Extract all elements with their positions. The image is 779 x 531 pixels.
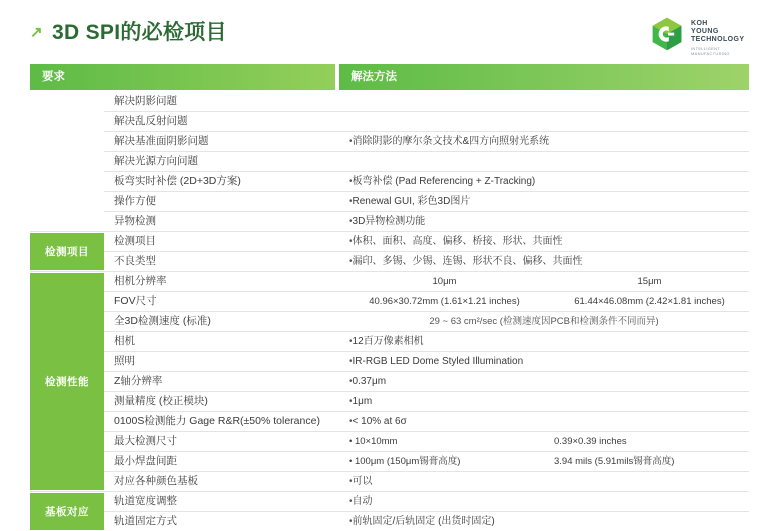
solution-cell — [339, 92, 749, 111]
table-row — [104, 252, 749, 271]
requirement-cell: 异物检测 — [114, 215, 156, 227]
table-row — [104, 452, 749, 472]
table-row — [104, 392, 749, 412]
content-table — [30, 92, 749, 531]
table-row — [104, 132, 749, 152]
solution-cell: • 可以 — [339, 472, 749, 491]
solution-cell — [339, 432, 749, 451]
column-headers — [30, 64, 749, 90]
page-title: 3D SPI的必检项目 — [52, 21, 227, 44]
table-row — [104, 312, 749, 332]
value-cell-15um: 15μm — [637, 276, 662, 287]
requirement-cell: 测量精度 (校正模块) — [114, 395, 208, 407]
table-row — [104, 492, 749, 512]
table-row — [104, 352, 749, 372]
solution-cell — [339, 272, 749, 291]
solution-cell: • 消除阴影的摩尔条文技术&四方向照射光系统 — [339, 132, 749, 151]
table-row — [104, 332, 749, 352]
table-row — [104, 512, 749, 531]
solution-cell — [339, 112, 749, 131]
table-row — [104, 432, 749, 452]
section-rows-general — [104, 92, 749, 231]
table-row — [104, 112, 749, 132]
section-general — [30, 92, 749, 232]
value-cell-fov-15um: 61.44×46.08mm (2.42×1.81 inches) — [574, 296, 725, 307]
table-row — [104, 152, 749, 172]
requirement-cell: 解决乱反射问题 — [114, 115, 188, 127]
requirement-cell: 对应各种颜色基板 — [114, 475, 198, 487]
column-header-solutions: 解法方法 — [339, 64, 749, 90]
slide-header — [30, 14, 759, 58]
arrow-up-right-icon: ↗ — [30, 24, 43, 41]
section-board-handling — [30, 492, 749, 531]
section-rows-inspection-items — [104, 232, 749, 271]
requirement-cell: 0100S检测能力 Gage R&R(±50% tolerance) — [114, 415, 320, 427]
section-inspection-performance — [30, 272, 749, 492]
solution-cell: • 1μm — [339, 392, 749, 411]
section-label-board-handling: 基板对应 — [30, 493, 104, 530]
requirement-cell: 最大检测尺寸 — [114, 435, 177, 447]
value-cell-fov-10um: 40.96×30.72mm (1.61×1.21 inches) — [369, 296, 520, 307]
requirement-cell: 解决基准面阴影问题 — [114, 135, 209, 147]
solution-cell — [339, 152, 749, 171]
requirement-cell: 照明 — [114, 355, 135, 367]
solution-cell: • < 10% at 6σ — [339, 412, 749, 431]
solution-cell: • 漏印、多锡、少锡、连锡、形状不良、偏移、共面性 — [339, 252, 749, 271]
logo-subtitle: INTELLIGENT MANUFACTURING — [691, 46, 730, 56]
requirement-cell: 检测项目 — [114, 235, 156, 247]
solution-cell: • 12百万像素相机 — [339, 332, 749, 351]
solution-cell: • 0.37μm — [339, 372, 749, 391]
table-row — [104, 292, 749, 312]
section-rows-board-handling — [104, 492, 749, 531]
value-cell-speed: 29 ~ 63 cm²/sec (检测速度因PCB和检测条件不同而异) — [429, 316, 659, 327]
table-row — [104, 172, 749, 192]
solution-cell — [339, 292, 749, 311]
logo-text — [691, 20, 744, 44]
solution-cell: • 体积、面积、高度、偏移、桥接、形状、共面性 — [339, 232, 749, 251]
requirement-cell: 相机 — [114, 335, 135, 347]
value-cell-max-size-inch: 0.39×0.39 inches — [554, 436, 627, 447]
solution-cell — [339, 452, 749, 471]
logo-mark-icon — [649, 16, 685, 52]
table-row — [104, 412, 749, 432]
requirement-cell: 轨道固定方式 — [114, 515, 177, 527]
section-rows-inspection-performance — [104, 272, 749, 491]
solution-cell: • 板弯补偿 (Pad Referencing + Z-Tracking) — [339, 172, 749, 191]
solution-cell: • Renewal GUI, 彩色3D图片 — [339, 192, 749, 211]
logo-line3: TECHNOLOGY — [691, 36, 745, 43]
table-row — [104, 372, 749, 392]
requirement-cell: 解决光源方向问题 — [114, 155, 198, 167]
requirement-cell: FOV尺寸 — [114, 295, 157, 307]
requirement-cell: 最小焊盘间距 — [114, 455, 177, 467]
table-row — [104, 212, 749, 231]
requirement-cell: 轨道宽度调整 — [114, 495, 177, 507]
value-cell-min-pitch-um: • 100μm (150μm锡膏高度) — [349, 456, 461, 467]
section-label-inspection-items: 检测项目 — [30, 233, 104, 270]
table-row — [104, 232, 749, 252]
table-row — [104, 272, 749, 292]
table-row — [104, 92, 749, 112]
table-row — [104, 472, 749, 491]
requirement-cell: 解决阴影问题 — [114, 95, 177, 107]
value-cell-max-size-mm: • 10×10mm — [349, 436, 398, 447]
requirement-cell: Z轴分辨率 — [114, 375, 163, 387]
table-row — [104, 192, 749, 212]
requirement-cell: 相机分辨率 — [114, 275, 167, 287]
value-cell-10um: 10μm — [432, 276, 457, 287]
requirement-cell: 全3D检测速度 (标准) — [114, 315, 211, 327]
solution-cell: • 3D异物检测功能 — [339, 212, 749, 231]
solution-cell: • 前轨固定/后轨固定 (出货时固定) — [339, 512, 749, 531]
logo-line2: YOUNG — [691, 28, 719, 35]
solution-cell: • 自动 — [339, 492, 749, 511]
section-label-blank — [30, 93, 104, 230]
requirement-cell: 不良类型 — [114, 255, 156, 267]
koh-young-logo — [649, 14, 759, 56]
logo-line1: KOH — [691, 20, 708, 27]
column-header-requirements: 要求 — [30, 64, 335, 90]
section-inspection-items — [30, 232, 749, 272]
section-label-inspection-performance: 检测性能 — [30, 273, 104, 490]
solution-cell — [339, 312, 749, 331]
requirement-cell: 操作方便 — [114, 195, 156, 207]
requirement-cell: 板弯实时补偿 (2D+3D方案) — [114, 175, 241, 187]
value-cell-min-pitch-mils: 3.94 mils (5.91mils锡膏高度) — [554, 456, 675, 467]
solution-cell: • IR-RGB LED Dome Styled Illumination — [339, 352, 749, 371]
